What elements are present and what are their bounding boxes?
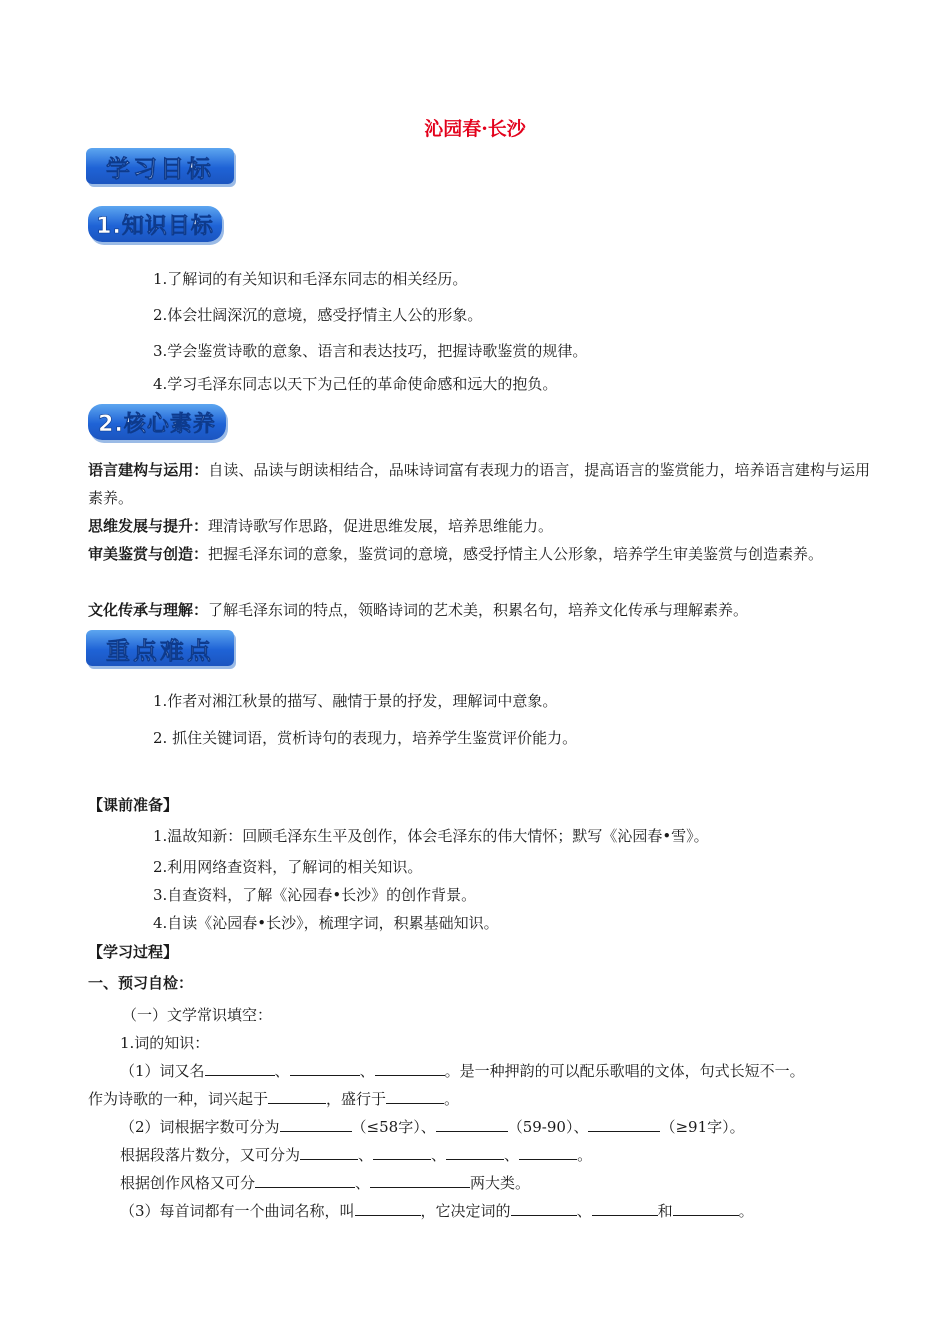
question-2-line-1: （2）词根据字数可分为 （≤58字）、 （59-90）、 （≥91字）。 xyxy=(120,1118,745,1136)
fill-blank[interactable] xyxy=(386,1089,444,1104)
knowledge-goals-banner: 1.知识目标 xyxy=(88,206,222,242)
core-literacy-text: 理清诗歌写作思路，促进思维发展，培养思维能力。 xyxy=(208,517,554,535)
fill-blank[interactable] xyxy=(370,1173,470,1188)
fill-blank[interactable] xyxy=(446,1145,504,1160)
fill-blank[interactable] xyxy=(375,1061,445,1076)
core-literacy-item-3 xyxy=(88,540,870,568)
question-3: （3）每首词都有一个曲词名称，叫 ，它决定词的 、 和 。 xyxy=(120,1202,754,1220)
prep-item-1: 1.温故知新：回顾毛泽东生平及创作，体会毛泽东的伟大情怀；默写《沁园春•雪》。 xyxy=(153,827,709,845)
core-literacy-item-2 xyxy=(88,512,870,540)
prep-heading: 【课前准备】 xyxy=(88,796,179,814)
page-title: 沁园春·长沙 xyxy=(424,118,526,140)
key-point-1: 1.作者对湘江秋景的描写、融情于景的抒发，理解词中意象。 xyxy=(153,692,558,710)
question-2-line-2: 根据段落片数分，又可分为 、 、 、 。 xyxy=(120,1146,593,1164)
knowledge-goal-2: 2.体会壮阔深沉的意境，感受抒情主人公的形象。 xyxy=(153,306,483,324)
fill-blank[interactable] xyxy=(511,1201,577,1216)
sub-literary-fill: （一）文学常识填空： xyxy=(122,1006,273,1024)
section-preview-check: 一、预习自检： xyxy=(88,974,194,992)
fill-blank[interactable] xyxy=(373,1145,431,1160)
fill-blank[interactable] xyxy=(673,1201,739,1216)
core-literacy-label: 审美鉴赏与创造： xyxy=(88,545,209,563)
core-literacy-label: 思维发展与提升： xyxy=(88,517,209,535)
knowledge-goal-4: 4.学习毛泽东同志以天下为己任的革命使命感和远大的抱负。 xyxy=(153,375,558,393)
fill-blank[interactable] xyxy=(280,1117,352,1132)
core-literacy-label: 文化传承与理解： xyxy=(88,601,209,619)
key-point-2: 2. 抓住关键词语，赏析诗句的表现力，培养学生鉴赏评价能力。 xyxy=(153,729,578,747)
prep-item-3: 3.自查资料，了解《沁园春•长沙》的创作背景。 xyxy=(153,886,477,904)
core-literacy-item-1 xyxy=(88,456,870,512)
fill-blank[interactable] xyxy=(436,1117,508,1132)
core-literacy-text: 自读、品读与朗读相结合，品味诗词富有表现力的语言，提高语言的鉴赏能力，培养语言建构与运用素养。 xyxy=(88,461,870,507)
fill-blank[interactable] xyxy=(588,1117,660,1132)
process-heading: 【学习过程】 xyxy=(88,943,179,961)
question-1-line-1: （1）词又名 、 、 。是一种押韵的可以配乐歌唱的文体，句式长短不一。 xyxy=(120,1062,805,1080)
core-literacy-text: 把握毛泽东词的意象，鉴赏词的意境，感受抒情主人公形象，培养学生审美鉴赏与创造素养。 xyxy=(208,545,824,563)
core-literacy-banner: 2.核心素养 xyxy=(88,404,226,440)
fill-blank[interactable] xyxy=(300,1145,358,1160)
item-ci-knowledge: 1.词的知识： xyxy=(120,1034,210,1052)
fill-blank[interactable] xyxy=(592,1201,658,1216)
knowledge-goal-1: 1.了解词的有关知识和毛泽东同志的相关经历。 xyxy=(153,270,468,288)
key-points-banner: 重点难点 xyxy=(86,630,234,666)
prep-item-2: 2.利用网络查资料，了解词的相关知识。 xyxy=(153,858,423,876)
question-1-line-2: 作为诗歌的一种，词兴起于 ，盛行于 。 xyxy=(88,1090,460,1108)
fill-blank[interactable] xyxy=(255,1173,355,1188)
question-2-line-3: 根据创作风格又可分 、 两大类。 xyxy=(120,1174,531,1192)
core-literacy-item-4 xyxy=(88,596,870,624)
fill-blank[interactable] xyxy=(205,1061,275,1076)
fill-blank[interactable] xyxy=(519,1145,577,1160)
study-goals-banner: 学习目标 xyxy=(86,148,234,184)
fill-blank[interactable] xyxy=(268,1089,326,1104)
core-literacy-text: 了解毛泽东词的特点，领略诗词的艺术美，积累名句，培养文化传承与理解素养。 xyxy=(208,601,749,619)
fill-blank[interactable] xyxy=(355,1201,421,1216)
core-literacy-label: 语言建构与运用： xyxy=(88,461,209,479)
fill-blank[interactable] xyxy=(290,1061,360,1076)
knowledge-goal-3: 3.学会鉴赏诗歌的意象、语言和表达技巧，把握诗歌鉴赏的规律。 xyxy=(153,342,588,360)
prep-item-4: 4.自读《沁园春•长沙》，梳理字词，积累基础知识。 xyxy=(153,914,499,932)
